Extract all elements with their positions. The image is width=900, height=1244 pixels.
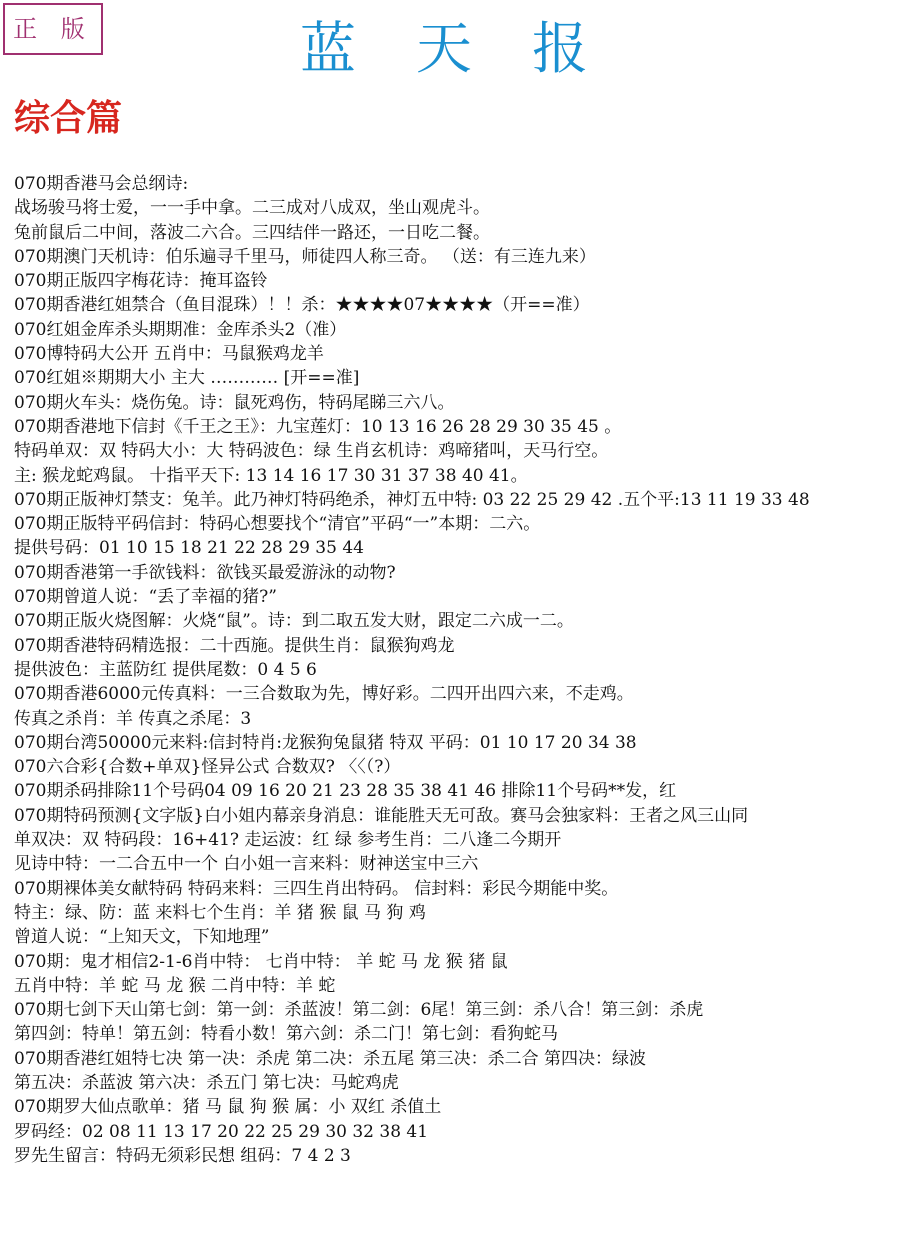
- text-line: 070期正版神灯禁支：兔羊。此乃神灯特码绝杀，神灯五中特: 03 22 25 29 42 .五个平:13 11 19 33 48: [14, 489, 810, 510]
- newspaper-title: 蓝天报: [300, 17, 648, 82]
- text-line: 070期七剑下天山第七剑：第一剑：杀蓝波！第二剑：6尾！第三剑：杀八合！第三剑：杀虎: [14, 1000, 704, 1021]
- text-line: 传真之杀肖：羊 传真之杀尾：3: [14, 708, 252, 729]
- text-line: 战场骏马将士爱，一一手中拿。二三成对八成双，坐山观虎斗。: [14, 198, 490, 219]
- text-line: 特主：绿、防：蓝 来料七个生肖：羊 猪 猴 鼠 马 狗 鸡: [14, 902, 426, 923]
- text-line: 见诗中特：一二合五中一个 白小姐一言来料：财神送宝中三六: [14, 854, 479, 875]
- text-line: 070期香港6000元传真料：一三合数取为先，博好彩。二四开出四六来，不走鸡。: [14, 684, 634, 705]
- text-line: 提供号码：01 10 15 18 21 22 28 29 35 44: [14, 538, 364, 559]
- text-line: 070期香港红姐特七决 第一决：杀虎 第二决：杀五尾 第三决：杀二合 第四决：绿波: [14, 1048, 647, 1069]
- text-line: 罗先生留言：特码无须彩民想 组码：7 4 2 3: [14, 1145, 351, 1166]
- text-line: 070期裸体美女献特码 特码来料：三四生肖出特码。 信封料：彩民今期能中奖。: [14, 878, 619, 899]
- text-line: 主: 猴龙蛇鸡鼠。 十指平天下: 13 14 16 17 30 31 37 38 40 41。: [14, 465, 528, 486]
- text-line: 特码单双：双 特码大小：大 特码波色：绿 生肖玄机诗：鸡啼猪叫，天马行空。: [14, 441, 609, 462]
- text-line: 提供波色：主蓝防红 提供尾数：0 4 5 6: [14, 659, 317, 680]
- text-line: 070期罗大仙点歌单：猪 马 鼠 狗 猴 属：小 双红 杀值土: [14, 1097, 442, 1118]
- text-line: 070期香港马会总纲诗:: [14, 174, 189, 194]
- text-line: 兔前鼠后二中间，落波二六合。三四结伴一路还，一日吃二餐。: [14, 222, 490, 243]
- text-line: 070期香港第一手欲钱料：欲钱买最爱游泳的动物?: [14, 562, 396, 583]
- edition-stamp: 正 版: [3, 3, 103, 55]
- text-line: 070期火车头：烧伤兔。诗：鼠死鸡伤，特码尾睇三六八。: [14, 392, 455, 413]
- text-line: 曾道人说：“上知天文，下知地理”: [14, 927, 270, 948]
- text-line: 070期台湾50000元来料:信封特肖:龙猴狗兔鼠猪 特双 平码：01 10 17 20 34 38: [14, 732, 637, 753]
- text-line: 070期香港红姐禁合（鱼目混珠）！！杀：★★★★07★★★★（开==准）: [14, 295, 590, 316]
- text-line: 070博特码大公开 五肖中：马鼠猴鸡龙羊: [14, 344, 324, 365]
- section-title: 综合篇: [14, 97, 123, 139]
- text-line: 070期：鬼才相信2-1-6肖中特： 七肖中特： 羊 蛇 马 龙 猴 猪 鼠: [14, 951, 508, 972]
- text-line: 070红姐金库杀头期期准：金库杀头2（准）: [14, 319, 347, 340]
- article-body: [14, 172, 898, 1168]
- text-line: 070期澳门天机诗：伯乐遍寻千里马，师徒四人称三奇。 （送：有三连九来）: [14, 246, 596, 267]
- text-line: 第五决：杀蓝波 第六决：杀五门 第七决：马蛇鸡虎: [14, 1072, 399, 1093]
- text-line: 070期香港特码精选报：二十西施。提供生肖：鼠猴狗鸡龙: [14, 635, 455, 656]
- text-line: 070期特码预测{文字版}白小姐内幕亲身消息：谁能胜天无可敌。赛马会独家料：王者之风三山同: [14, 805, 749, 826]
- text-line: 070期正版火烧图解：火烧“鼠”。诗：到二取五发大财，跟定二六成一二。: [14, 611, 574, 632]
- text-line: 070六合彩{合数+单双}怪异公式 合数双? 〈〈（?）: [14, 757, 401, 778]
- text-line: 罗码经：02 08 11 13 17 20 22 25 29 30 32 38 41: [14, 1121, 429, 1142]
- text-line: 070期曾道人说：“丢了幸福的猪?”: [14, 587, 277, 608]
- text-line: 070期正版特平码信封：特码心想要找个“清官”平码“一”本期：二六。: [14, 514, 541, 535]
- text-line: 070期正版四字梅花诗：掩耳盗铃: [14, 271, 268, 292]
- text-line: 070红姐※期期大小 主大 ………… [开==准]: [14, 368, 360, 389]
- text-line: 070期杀码排除11个号码04 09 16 20 21 23 28 35 38 41 46 排除11个号码**发，红: [14, 781, 677, 802]
- text-line: 五肖中特：羊 蛇 马 龙 猴 二肖中特：羊 蛇: [14, 975, 336, 996]
- text-line: 单双决：双 特码段：16+41? 走运波：红 绿 参考生肖：二八逢二今期开: [14, 830, 562, 851]
- text-line: 第四剑：特单！第五剑：特看小数！第六剑：杀二门！第七剑：看狗蛇马: [14, 1024, 558, 1045]
- text-line: 070期香港地下信封《千王之王》：九宝莲灯：10 13 16 26 28 29 30 35 45 。: [14, 416, 622, 437]
